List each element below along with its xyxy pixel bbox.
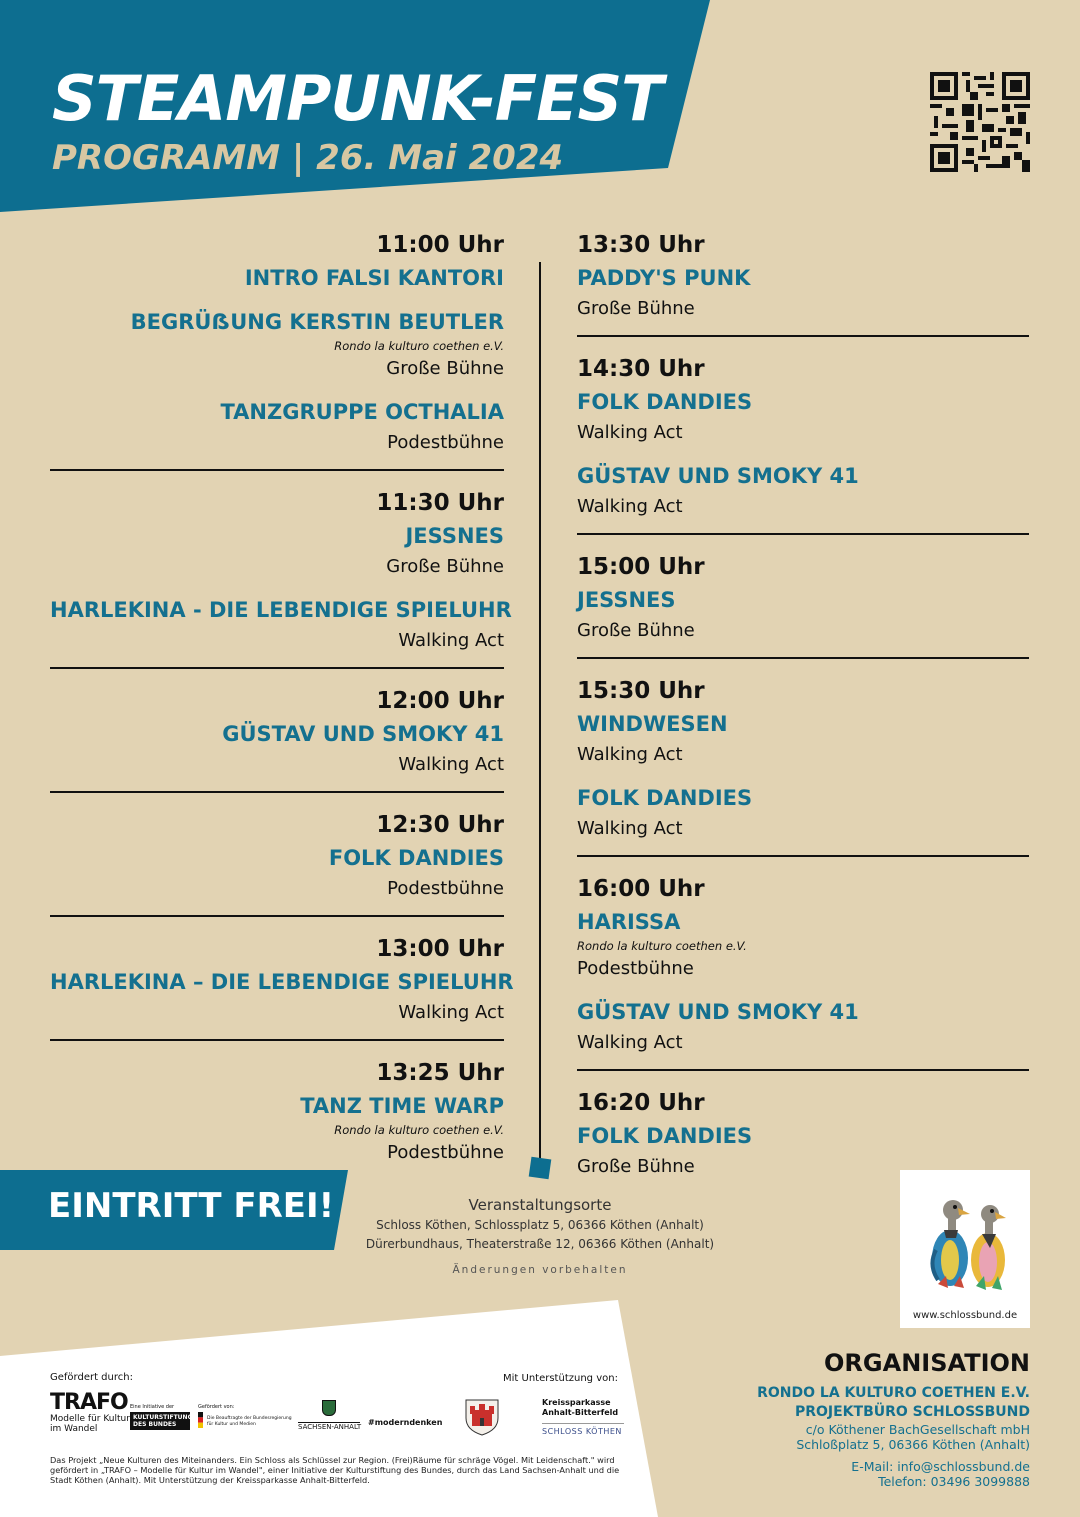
- schedule-column-right: [577, 226, 1029, 1193]
- time-slot: [577, 657, 1029, 855]
- funded-by-label: Gefördert durch:: [50, 1372, 133, 1383]
- time-slot: [50, 915, 514, 1039]
- program-act: [577, 996, 1029, 1058]
- act-name: BEGRÜẞUNG KERSTIN BEUTLER: [130, 310, 504, 334]
- act-venue: Große Bühne: [386, 358, 504, 379]
- organisation-block: [700, 1346, 1030, 1489]
- act-venue: Walking Act: [398, 630, 504, 651]
- act-venue: Große Bühne: [577, 1156, 695, 1177]
- act-name: FOLK DANDIES: [577, 1124, 753, 1148]
- trafo-logo-name: TRAFO: [50, 1390, 128, 1415]
- supported-by-label: Mit Unterstützung von:: [503, 1373, 618, 1384]
- act-organizer-note: Rondo la kulturo coethen e.V.: [577, 939, 747, 953]
- act-name: FOLK DANDIES: [577, 390, 753, 414]
- kulturstiftung-initiative-label: Eine Initiative der: [130, 1404, 175, 1410]
- program-act: [50, 306, 504, 384]
- slot-time: 16:20 Uhr: [577, 1090, 705, 1116]
- time-slot: [50, 1039, 504, 1179]
- slot-time: 11:00 Uhr: [376, 232, 504, 258]
- act-name: WINDWESEN: [577, 712, 728, 736]
- sachsen-anhalt-shield-icon: [322, 1400, 336, 1416]
- organisation-office: PROJEKTBÜRO SCHLOSSBUND: [794, 1404, 1030, 1420]
- slot-time: 13:30 Uhr: [577, 232, 705, 258]
- program-act: [50, 966, 514, 1028]
- time-slot: [577, 335, 1029, 533]
- program-act: [577, 460, 1029, 522]
- slot-time: 14:30 Uhr: [577, 356, 705, 382]
- time-slot: [577, 855, 1029, 1069]
- act-venue: Walking Act: [577, 496, 683, 517]
- trafo-logo-subtitle: Modelle für Kultur im Wandel: [50, 1414, 130, 1434]
- act-venue: Große Bühne: [386, 556, 504, 577]
- organisation-phone[interactable]: Telefon: 03496 3099888: [878, 1474, 1030, 1489]
- time-slot: [50, 791, 504, 915]
- venues-block: [360, 1194, 720, 1277]
- venue-line: Dürerbundhaus, Theaterstraße 12, 06366 Köthen (Anhalt): [365, 1237, 715, 1251]
- qr-code-icon[interactable]: [930, 72, 1030, 172]
- act-venue: Walking Act: [577, 744, 683, 765]
- act-venue: Walking Act: [398, 754, 504, 775]
- slot-time: 12:00 Uhr: [376, 688, 504, 714]
- slot-time: 16:00 Uhr: [577, 876, 705, 902]
- act-name: HARLEKINA – DIE LEBENDIGE SPIELUHR: [50, 970, 514, 994]
- program-act: [50, 594, 512, 656]
- slot-time: 12:30 Uhr: [376, 812, 504, 838]
- act-venue: Podestbühne: [577, 958, 694, 979]
- changes-notice: Änderungen vorbehalten: [452, 1264, 628, 1276]
- german-flag-icon: [198, 1412, 203, 1428]
- act-organizer-note: Rondo la kulturo coethen e.V.: [334, 1123, 504, 1137]
- act-name: GÜSTAV UND SMOKY 41: [577, 1000, 859, 1024]
- program-act: [50, 842, 504, 904]
- funding-disclaimer: Das Projekt „Neue Kulturen des Miteinanders. Ein Schloss als Schlüssel zur Region. (Frei)Räume für schräge Vögel. Mit Leidenschaft." wird gefördert in „TRAFO – Modelle für Kultur im Wandel", einer Initiative der Kulturstiftung des Bundes, durch das Land Sachsen-Anhalt und die Stadt Köthen (Anhalt). Mit Unterstützung der Kreissparkasse Anhalt-Bitterfeld.: [50, 1455, 620, 1485]
- kulturstiftung-logo: [130, 1404, 193, 1438]
- act-venue: Große Bühne: [577, 620, 695, 641]
- program-act: [577, 386, 1029, 448]
- koethen-crest-icon: [463, 1396, 501, 1436]
- timeline-divider: [539, 262, 541, 1162]
- program-act: [50, 262, 504, 294]
- slot-time: 13:25 Uhr: [376, 1060, 504, 1086]
- program-act: [50, 1090, 504, 1168]
- website-url[interactable]: www.schlossbund.de: [912, 1310, 1018, 1321]
- act-name: PADDY'S PUNK: [577, 266, 751, 290]
- act-venue: Walking Act: [577, 1032, 683, 1053]
- schedule-column-left: [50, 226, 514, 1179]
- act-name: FOLK DANDIES: [328, 846, 504, 870]
- time-slot: [577, 533, 1029, 657]
- act-organizer-note: Rondo la kulturo coethen e.V.: [334, 339, 504, 353]
- act-name: JESSNES: [405, 524, 504, 548]
- time-slot: [50, 226, 504, 469]
- act-venue: Große Bühne: [577, 298, 695, 319]
- moderndenken-hashtag: #moderndenken: [368, 1418, 443, 1427]
- sachsen-anhalt-name: SACHSEN-ANHALT: [298, 1423, 362, 1431]
- page-subtitle: PROGRAMM | 26. Mai 2024: [52, 138, 564, 178]
- act-venue: Podestbühne: [387, 878, 504, 899]
- organisation-address: c/o Köthener BachGesellschaft mbH: [805, 1422, 1030, 1437]
- slot-time: 11:30 Uhr: [376, 490, 504, 516]
- time-slot: [50, 469, 512, 667]
- bund-funded-label: Gefördert von:: [198, 1404, 235, 1410]
- program-act: [50, 520, 504, 582]
- act-venue: Podestbühne: [387, 1142, 504, 1163]
- program-act: [577, 262, 1029, 324]
- act-name: JESSNES: [577, 588, 676, 612]
- schlossbund-birds-logo: [918, 1180, 1018, 1298]
- act-name: FOLK DANDIES: [577, 786, 753, 810]
- timeline-end-marker: [529, 1157, 552, 1180]
- slot-time: 15:00 Uhr: [577, 554, 705, 580]
- act-name: TANZ TIME WARP: [300, 1094, 504, 1118]
- slot-time: 15:30 Uhr: [577, 678, 705, 704]
- act-name: INTRO FALSI KANTORI: [244, 266, 504, 290]
- kreissparkasse-name: Kreissparkasse Anhalt-Bitterfeld: [542, 1398, 619, 1417]
- kreissparkasse-logo: [542, 1398, 624, 1437]
- time-slot: [50, 667, 504, 791]
- page-title: STEAMPUNK-FEST: [52, 62, 663, 135]
- entry-free-label: EINTRITT FREI!: [48, 1186, 335, 1226]
- organisation-title: ORGANISATION: [824, 1349, 1030, 1377]
- program-act: [577, 584, 1029, 646]
- act-venue: Podestbühne: [387, 432, 504, 453]
- venues-title: Veranstaltungsorte: [468, 1196, 612, 1214]
- program-act: [577, 782, 1029, 844]
- act-name: TANZGRUPPE OCTHALIA: [220, 400, 504, 424]
- act-name: GÜSTAV UND SMOKY 41: [577, 464, 859, 488]
- bund-text: Die Beauftragte der Bundesregierung für Kultur und Medien: [207, 1416, 292, 1427]
- act-venue: Walking Act: [577, 422, 683, 443]
- venue-line: Schloss Köthen, Schlossplatz 5, 06366 Köthen (Anhalt): [376, 1218, 704, 1232]
- sachsen-anhalt-logo: [298, 1400, 360, 1432]
- trafo-logo: [50, 1392, 130, 1440]
- organisation-email[interactable]: E-Mail: info@schlossbund.de: [851, 1459, 1030, 1474]
- kulturstiftung-name: KULTURSTIFTUNG DES BUNDES: [130, 1412, 190, 1430]
- slot-time: 13:00 Uhr: [376, 936, 504, 962]
- act-venue: Walking Act: [577, 818, 683, 839]
- time-slot: [577, 226, 1029, 335]
- act-name: HARLEKINA - DIE LEBENDIGE SPIELUHR: [50, 598, 512, 622]
- bundesregierung-logo: [198, 1404, 293, 1436]
- program-act: [577, 708, 1029, 770]
- program-act: [50, 718, 504, 780]
- act-name: GÜSTAV UND SMOKY 41: [222, 722, 504, 746]
- act-name: HARISSA: [577, 910, 681, 934]
- schloss-koethen-logo: SCHLOSS KÖTHEN: [542, 1427, 622, 1436]
- organisation-name: RONDO LA KULTURO COETHEN E.V.: [757, 1385, 1030, 1401]
- act-venue: Walking Act: [398, 1002, 504, 1023]
- program-act: [50, 396, 504, 458]
- program-act: [577, 906, 1029, 984]
- organisation-address: Schloßplatz 5, 06366 Köthen (Anhalt): [796, 1437, 1030, 1452]
